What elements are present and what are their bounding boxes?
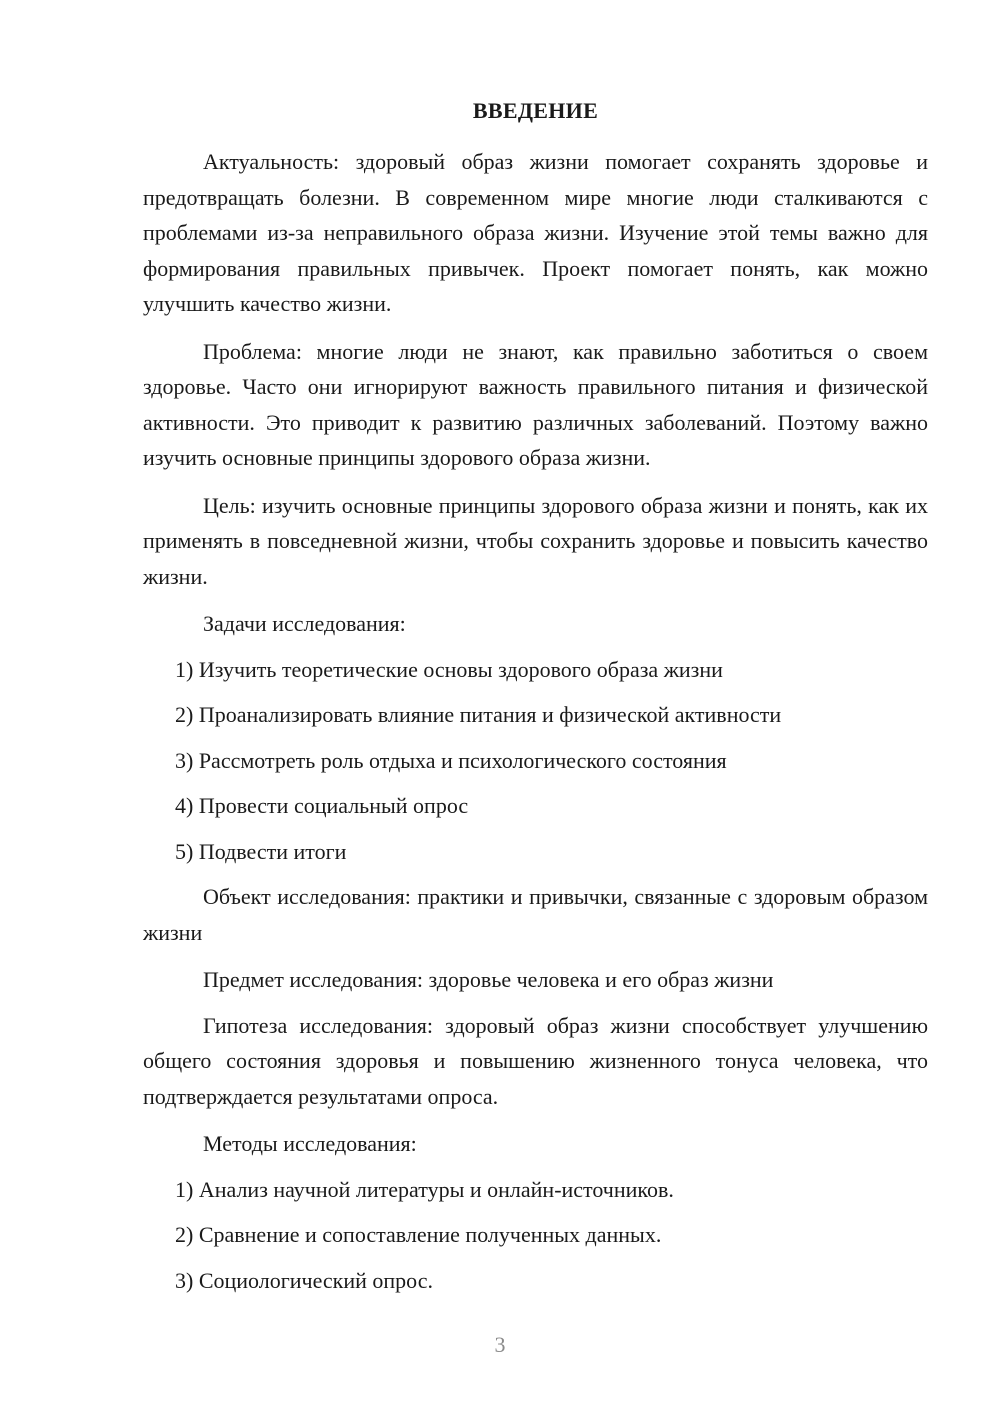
method-item-1: 1) Анализ научной литературы и онлайн-источников.: [175, 1176, 674, 1202]
methods-heading: Методы исследования:: [203, 1131, 417, 1156]
task-item-5: 5) Подвести итоги: [175, 838, 347, 864]
tasks-list: [143, 652, 928, 870]
paragraph-goal: Цель: изучить основные принципы здорового образа жизни и понять, как их применять в повседневной жизни, чтобы сохранить здоровье и повысить качество жизни.: [143, 492, 928, 589]
methods-list: [143, 1172, 928, 1299]
task-item-4: 4) Провести социальный опрос: [175, 793, 469, 818]
paragraph-problem: Проблема: многие люди не знают, как правильно заботиться о своем здоровье. Часто они игнорируют важность правильного питания и физической активности. Это приводит к развитию различных заболеваний. Поэтому важно изучить основные принципы здорового образа жизни.: [143, 338, 928, 470]
task-item-1: 1) Изучить теоретические основы здорового образа жизни: [175, 656, 723, 682]
paragraph-object: Объект исследования: практики и привычки, связанные с здоровым образом жизни: [143, 884, 928, 945]
section-title: ВВЕДЕНИЕ: [472, 98, 599, 123]
method-item-2: 2) Сравнение и сопоставление полученных данных.: [175, 1222, 662, 1247]
paragraph-hypothesis: Гипотеза исследования: здоровый образ жизни способствует улучшению общего состояния здоровья и повышению жизненного тонуса человека, что подтверждается результатами опроса.: [143, 1012, 928, 1109]
tasks-heading: Задачи исследования:: [203, 611, 406, 636]
page-number: 3: [494, 1332, 506, 1357]
method-item-3: 3) Социологический опрос.: [175, 1267, 433, 1293]
page-content: [143, 96, 928, 1308]
task-item-2: 2) Проанализировать влияние питания и физической активности: [175, 702, 782, 727]
paragraph-relevance: Актуальность: здоровый образ жизни помогает сохранять здоровье и предотвращать болезни. В современном мире многие люди сталкиваются с проблемами из-за неправильного образа жизни. Изучение этой темы важно для формирования правильных привычек. Проект помогает понять, как можно улучшить качество жизни.: [143, 149, 928, 316]
task-item-3: 3) Рассмотреть роль отдыха и психологического состояния: [175, 747, 727, 773]
paragraph-subject: Предмет исследования: здоровье человека и его образ жизни: [203, 967, 774, 992]
